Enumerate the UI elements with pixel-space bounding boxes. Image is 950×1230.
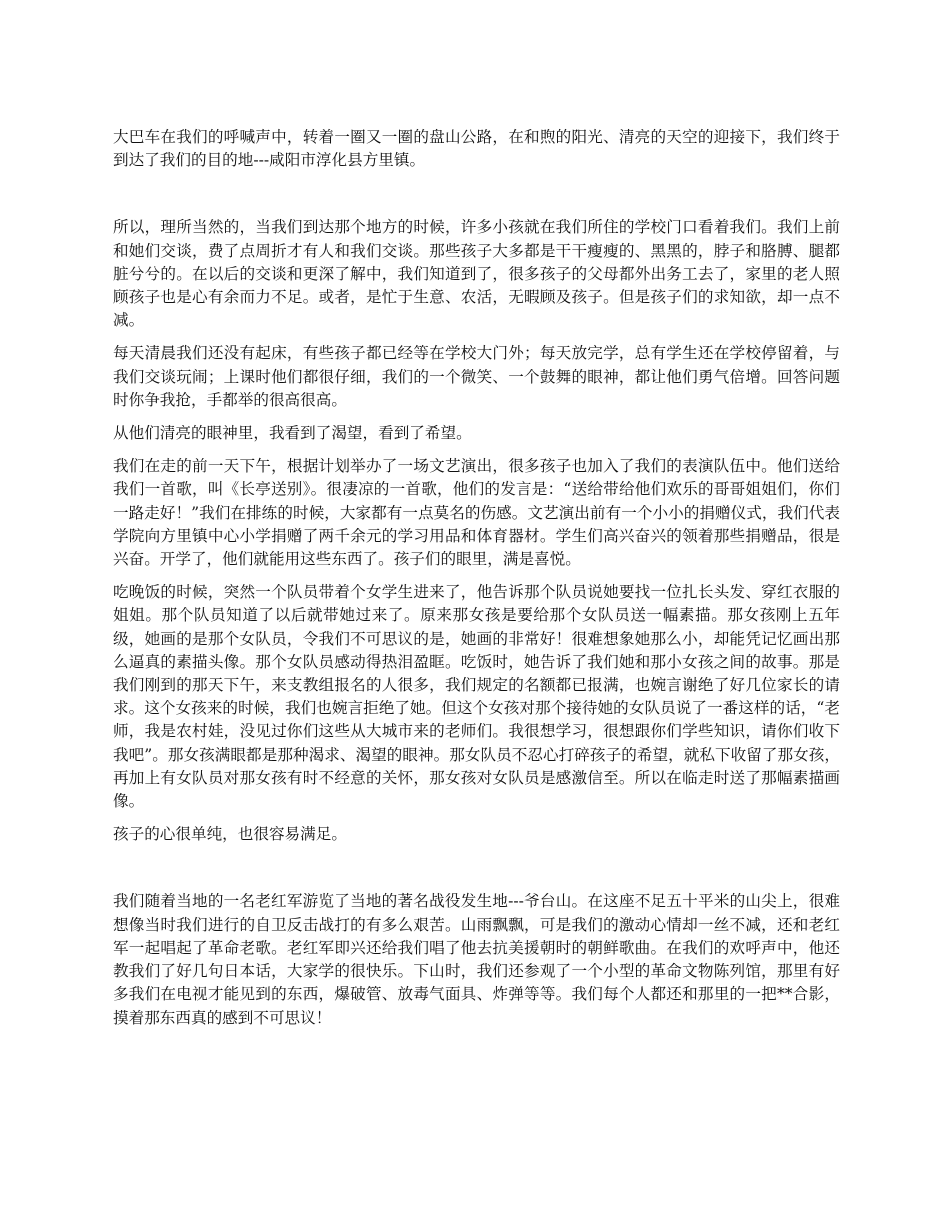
document-body <box>113 126 840 1030</box>
paragraph-simple-hearts: 孩子的心很单纯，也很容易满足。 <box>113 825 347 844</box>
paragraph-yetai-mountain: 我们随着当地的一名老红军游览了当地的著名战役发生地---爷台山。在这座不足五十平米的山尖上，很难想像当时我们进行的自卫反击战打的有多么艰苦。山雨飘飘，可是我们的激动心情却一丝不减，还和老红军一起唱起了革命老歌。老红军即兴还给我们唱了他去抗美援朝时的朝鲜歌曲。在我们的欢呼声中，他还教我们了好几句日本话，大家学的很快乐。下山时，我们还参观了一个小型的革命文物陈列馆，那里有好多我们在电视才能见到的东西，爆破管、放毒气面具、炸弹等等。我们每个人都还和那里的一把**合影，摸着那东西真的感到不可思议！ <box>113 892 840 1027</box>
paragraph-performance: 我们在走的前一天下午，根据计划举办了一场文艺演出，很多孩子也加入了我们的表演队伍中。他们送给我们一首歌，叫《长亭送别》。很凄凉的一首歌，他们的发言是：“送给带给他们欢乐的哥哥姐姐们，你们一路走好！”我们在排练的时候，大家都有一点莫名的伤感。文艺演出前有一个小小的捐赠仪式，我们代表学院向方里镇中心小学捐赠了两千余元的学习用品和体育器材。学生们高兴奋兴的领着那些捐赠品，很是兴奋。开学了，他们就能用这些东西了。孩子们的眼里，满是喜悦。 <box>113 457 840 569</box>
paragraph-children-at-gate: 所以，理所当然的，当我们到达那个地方的时候，许多小孩就在我们所住的学校门口看着我们。我们上前和她们交谈，费了点周折才有人和我们交谈。那些孩子大多都是干干瘦瘦的、黑黑的，脖子和胳膊、腿都脏兮兮的。在以后的交谈和更深了解中，我们知道到了，很多孩子的父母都外出务工去了，家里的老人照顾孩子也是心有余而力不足。或者，是忙于生意、农活，无暇顾及孩子。但是孩子们的求知欲，却一点不减。 <box>113 218 840 330</box>
paragraph-arrival: 大巴车在我们的呼喊声中，转着一圈又一圈的盘山公路，在和煦的阳光、清亮的天空的迎接下，我们终于到达了我们的目的地---咸阳市淳化县方里镇。 <box>113 128 840 170</box>
paragraph-sketch-story: 吃晚饭的时候，突然一个队员带着个女学生进来了，他告诉那个队员说她要找一位扎长头发、穿红衣服的姐姐。那个队员知道了以后就带她过来了。原来那女孩是要给那个女队员送一幅素描。那女孩刚上五年级，她画的是那个女队员，令我们不可思议的是，她画的非常好！很难想象她那么小，却能凭记忆画出那么逼真的素描头像。那个女队员感动得热泪盈眶。吃饭时，她告诉了我们她和那小女孩之间的故事。那是我们刚到的那天下午，来支教组报名的人很多，我们规定的名额都已报满，也婉言谢绝了好几位家长的请求。这个女孩来的时候，我们也婉言拒绝了她。但这个女孩对那个接待她的女队员说了一番这样的话，“老师，我是农村娃，没见过你们这些从大城市来的老师们。我很想学习，很想跟你们学些知识，请你们收下我吧”。那女孩满眼都是那种渴求、渴望的眼神。那女队员不忍心打碎孩子的希望，就私下收留了那女孩，再加上有女队员对那女孩有时不经意的关怀，那女孩对女队员是感激信至。所以在临走时送了那幅素描画像。 <box>113 583 840 811</box>
paragraph-hope: 从他们清亮的眼神里，我看到了渴望，看到了希望。 <box>113 424 472 443</box>
paragraph-daily-eagerness: 每天清晨我们还没有起床，有些孩子都已经等在学校大门外；每天放完学，总有学生还在学校停留着，与我们交谈玩闹；上课时他们都很仔细，我们的一个微笑、一个鼓舞的眼神，都让他们勇气倍增。回答问题时你争我抢，手都举的很高很高。 <box>113 344 840 409</box>
